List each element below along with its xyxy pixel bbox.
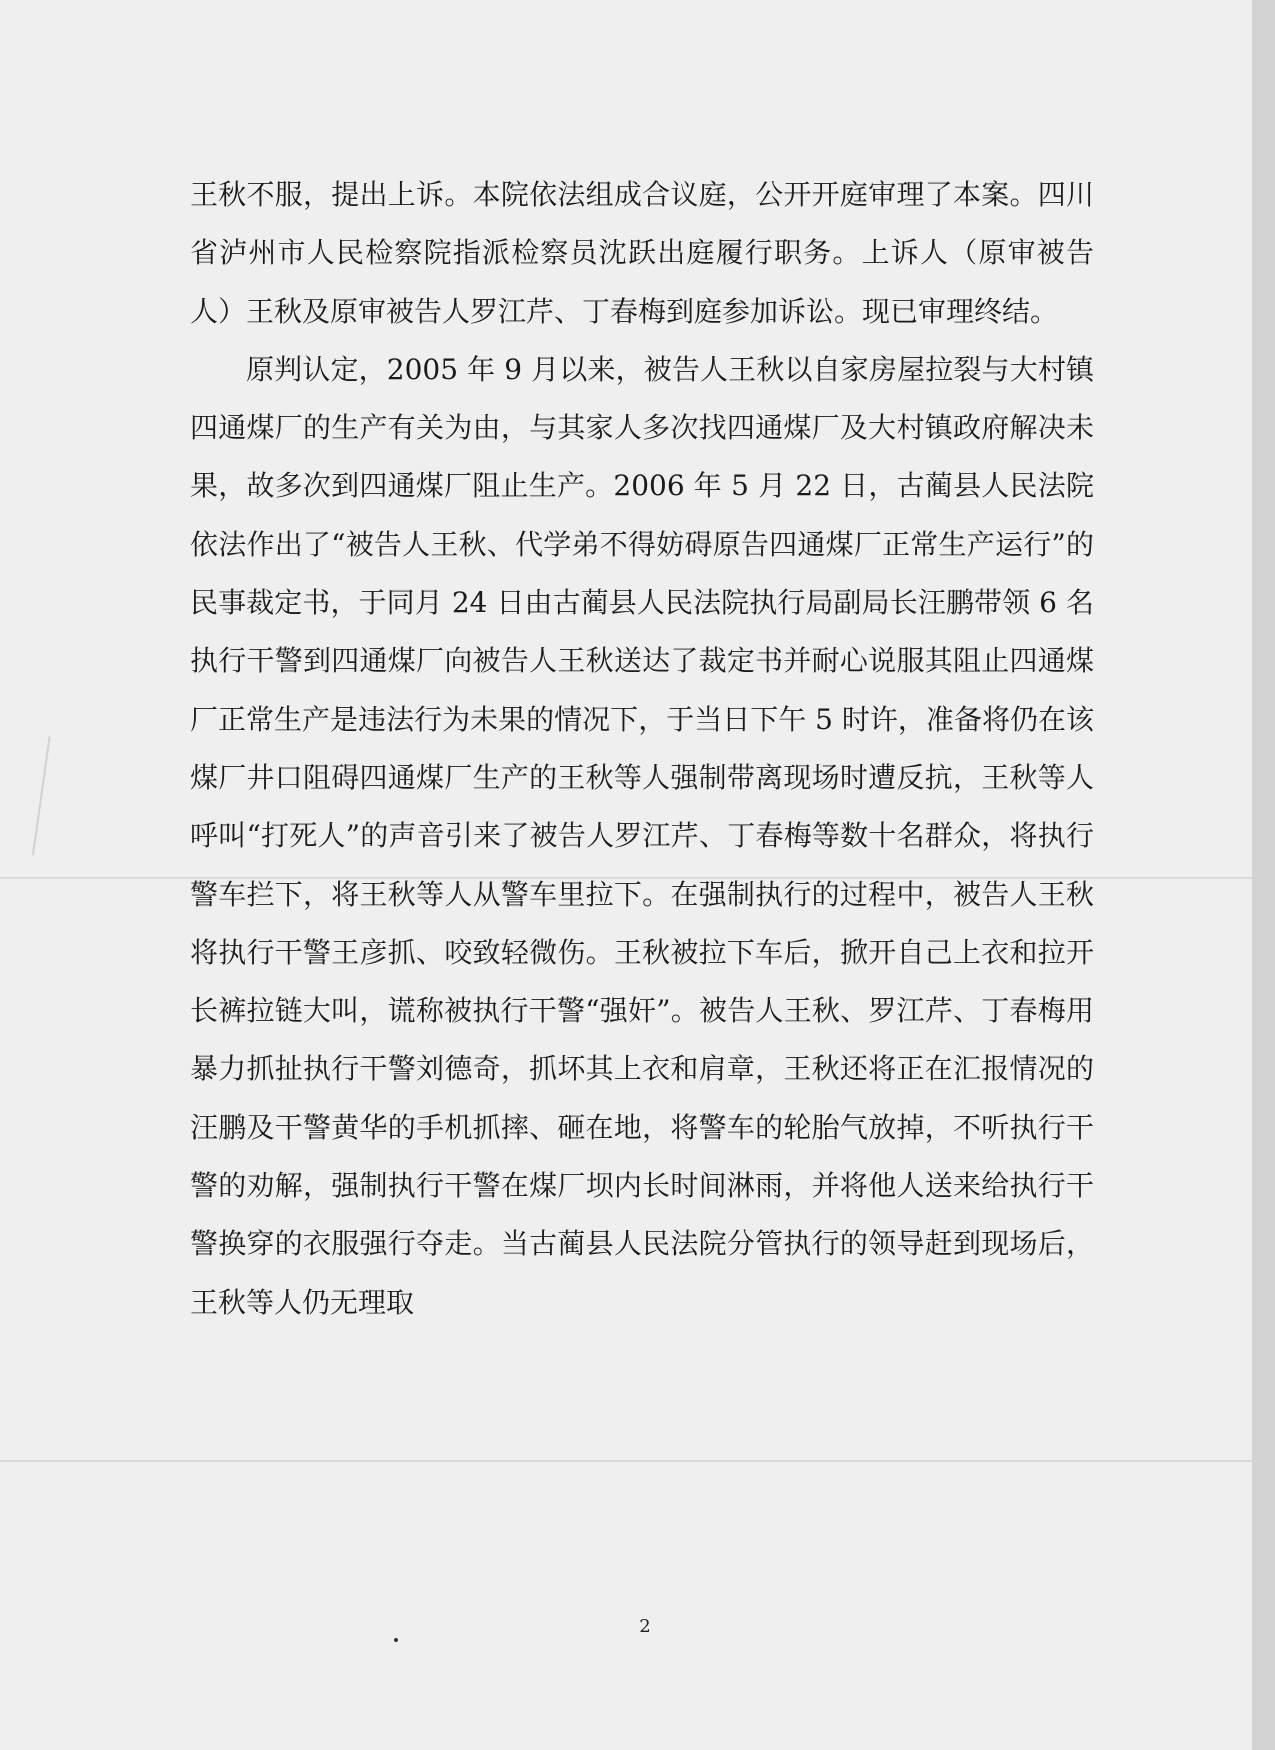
scan-dot	[394, 1638, 398, 1642]
margin-scribble	[32, 736, 110, 863]
paper-fold-line	[0, 1460, 1252, 1462]
scan-edge	[1252, 0, 1275, 1750]
judgment-body-text	[190, 166, 1094, 1332]
paragraph-original-judgment: 原判认定，2005 年 9 月以来，被告人王秋以自家房屋拉裂与大村镇四通煤厂的生产有关为由，与其家人多次找四通煤厂及大村镇政府解决未果，故多次到四通煤厂阻止生产。2006 年 5 月 22 日，古蔺县人民法院依法作出了“被告人王秋、代学弟不得妨碍原告四通煤厂正常生产运行”的民事裁定书，于同月 24 日由古蔺县人民法院执行局副局长汪鹏带领 6 名执行干警到四通煤厂向被告人王秋送达了裁定书并耐心说服其阻止四通煤厂正常生产是违法行为未果的情况下，于当日下午 5 时许，准备将仍在该煤厂井口阻碍四通煤厂生产的王秋等人强制带离现场时遭反抗，王秋等人呼叫“打死人”的声音引来了被告人罗江芹、丁春梅等数十名群众，将执行警车拦下，将王秋等人从警车里拉下。在强制执行的过程中，被告人王秋将执行干警王彦抓、咬致轻微伤。王秋被拉下车后，掀开自己上衣和拉开长裤拉链大叫，谎称被执行干警“强奸”。被告人王秋、罗江芹、丁春梅用暴力抓扯执行干警刘德奇，抓坏其上衣和肩章，王秋还将正在汇报情况的汪鹏及干警黄华的手机抓摔、砸在地，将警车的轮胎气放掉，不听执行干警的劝解，强制执行干警在煤厂坝内长时间淋雨，并将他人送来给执行干警换穿的衣服强行夺走。当古蔺县人民法院分管执行的领导赶到现场后，王秋等人仍无理取	[190, 352, 1094, 1319]
paragraph-continuation: 王秋不服，提出上诉。本院依法组成合议庭，公开开庭审理了本案。四川省泸州市人民检察院指派检察员沈跃出庭履行职务。上诉人（原审被告人）王秋及原审被告人罗江芹、丁春梅到庭参加诉讼。现已审理终结。	[190, 178, 1094, 328]
page-number: 2	[639, 1616, 651, 1637]
